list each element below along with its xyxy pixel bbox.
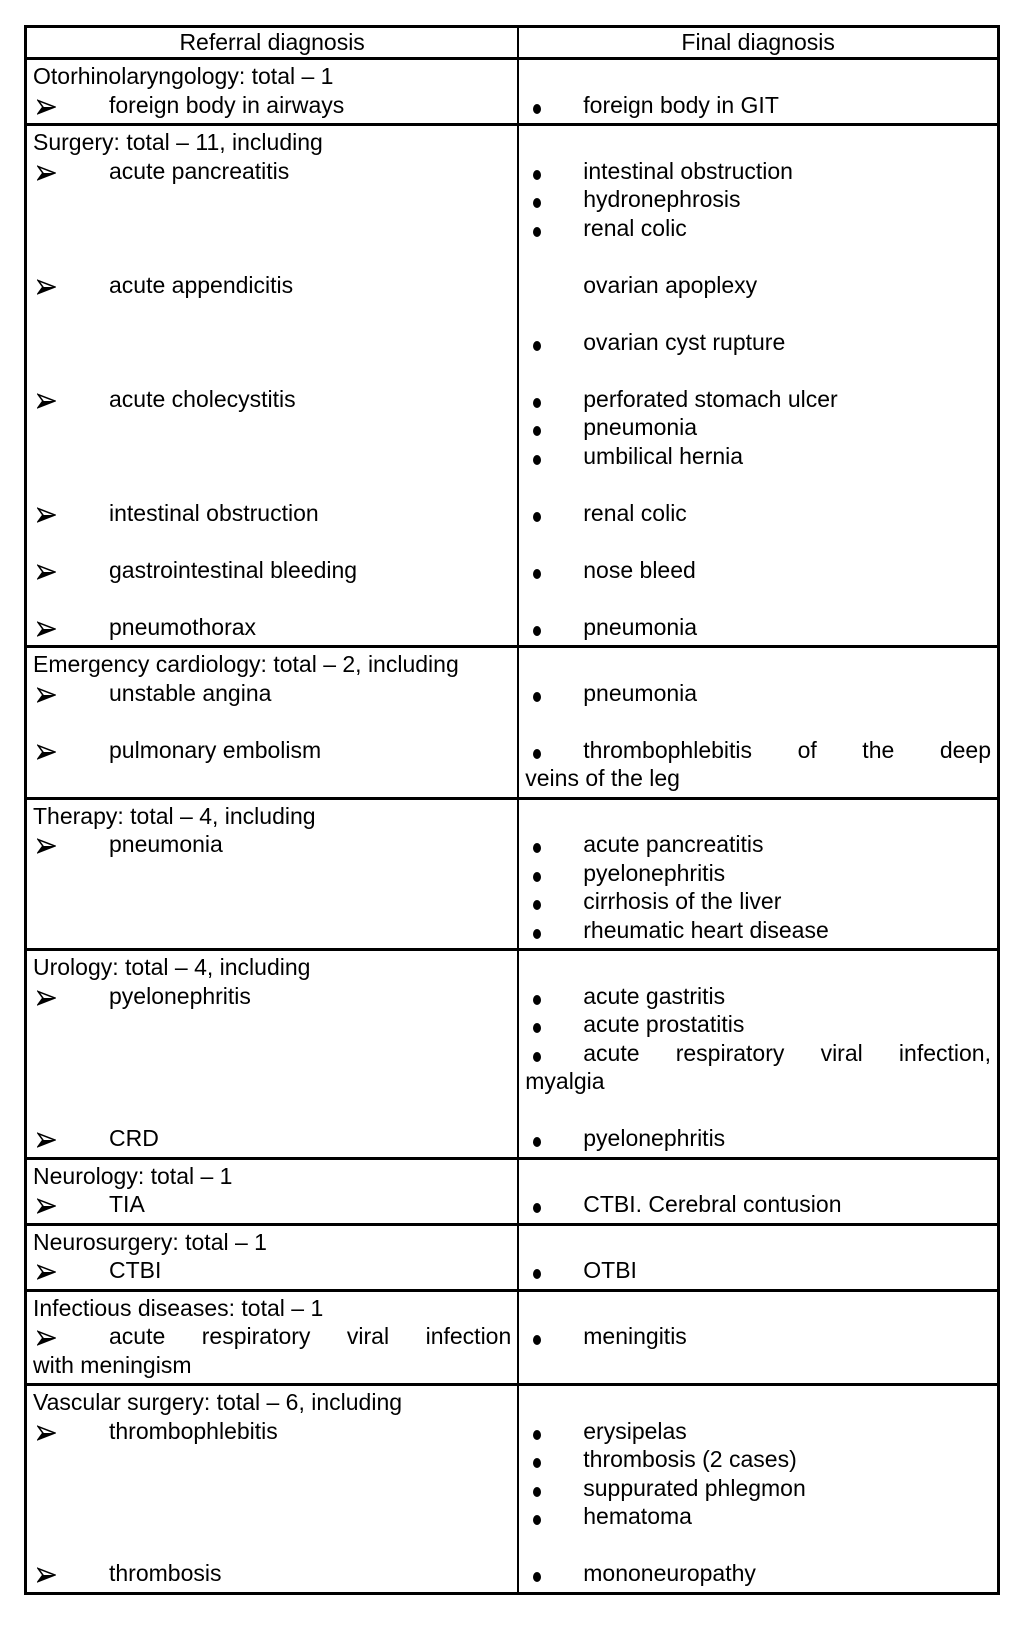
blank-line	[33, 1067, 511, 1096]
bullet-dot-icon	[525, 499, 583, 528]
final-diagnosis: renal colic	[583, 214, 687, 241]
blank-line	[33, 185, 511, 214]
blank-line	[525, 1294, 991, 1323]
arrowhead-right-icon	[33, 271, 109, 300]
bullet-dot-icon	[525, 157, 583, 186]
referral-diagnosis: pyelonephritis	[109, 982, 251, 1009]
referral-diagnosis: TIA	[109, 1191, 145, 1217]
dot-glyph	[533, 170, 541, 180]
final-cell	[519, 60, 997, 123]
final-cell	[519, 648, 997, 797]
referral-diagnosis: with meningism	[33, 1351, 192, 1378]
final-diagnosis: cirrhosis of the liver	[583, 888, 782, 914]
dot-glyph	[533, 227, 541, 237]
table-line	[525, 764, 991, 793]
dot-glyph	[533, 1515, 541, 1525]
table-line	[33, 1294, 511, 1323]
table-line	[525, 185, 991, 214]
table-line	[33, 128, 511, 157]
final-diagnosis: CTBI. Cerebral contusion	[583, 1191, 842, 1217]
bullet-dot-icon	[525, 859, 583, 888]
referral-diagnosis: gastrointestinal bleeding	[109, 556, 358, 583]
final-diagnosis: OTBI	[583, 1257, 637, 1283]
table-body	[27, 57, 997, 1592]
table-line	[525, 1039, 991, 1068]
dot-glyph	[533, 626, 541, 636]
table-row	[27, 645, 997, 797]
referral-diagnosis: thrombosis	[109, 1560, 222, 1586]
table-line	[33, 1190, 511, 1219]
final-diagnosis: pyelonephritis	[583, 859, 726, 886]
bullet-dot-icon	[525, 185, 583, 214]
table-row	[27, 797, 997, 949]
referral-diagnosis: pneumothorax	[109, 613, 257, 640]
column-header-referral: Referral diagnosis	[27, 28, 519, 57]
table-row	[27, 948, 997, 1157]
referral-cell	[27, 126, 519, 645]
referral-diagnosis: acute pancreatitis	[109, 157, 290, 184]
diagnosis-table	[24, 25, 1000, 1595]
dot-glyph	[533, 426, 541, 436]
final-diagnosis: veins of the leg	[525, 765, 680, 791]
final-diagnosis: ovarian apoplexy	[583, 271, 758, 298]
arrowhead-right-icon	[33, 736, 109, 765]
department-heading: Urology: total – 4, including	[33, 954, 311, 980]
referral-cell	[27, 951, 519, 1157]
table-line	[33, 271, 511, 300]
table-line	[525, 916, 991, 945]
final-cell	[519, 1386, 997, 1592]
final-diagnosis: erysipelas	[583, 1417, 687, 1444]
dot-glyph	[533, 843, 541, 853]
dot-glyph	[533, 1269, 541, 1279]
dot-glyph	[533, 1023, 541, 1033]
arrowhead-right-icon	[33, 385, 109, 414]
bullet-dot-icon	[525, 887, 583, 916]
table-line	[525, 1010, 991, 1039]
blank-line	[33, 1096, 511, 1125]
blank-line	[525, 242, 991, 271]
department-heading: Vascular surgery: total – 6, including	[33, 1389, 403, 1415]
blank-line	[525, 650, 991, 679]
bullet-dot-icon	[525, 830, 583, 859]
department-heading: Neurosurgery: total – 1	[33, 1228, 267, 1255]
blank-line	[525, 707, 991, 736]
final-diagnosis: pyelonephritis	[583, 1125, 726, 1151]
blank-line	[525, 1228, 991, 1257]
referral-diagnosis: foreign body in airways	[109, 91, 345, 118]
blank-line	[33, 1531, 511, 1560]
final-cell	[519, 126, 997, 645]
referral-cell	[27, 1160, 519, 1223]
referral-diagnosis: CTBI	[109, 1257, 162, 1283]
bullet-dot-icon	[525, 413, 583, 442]
referral-cell	[27, 60, 519, 123]
table-line	[33, 1162, 511, 1191]
bullet-dot-icon	[525, 1502, 583, 1531]
table-row	[27, 1383, 997, 1592]
table-line	[525, 613, 991, 642]
table-line	[525, 1502, 991, 1531]
final-diagnosis: mononeuropathy	[583, 1560, 756, 1586]
arrowhead-right-icon	[33, 1256, 109, 1285]
bullet-dot-icon	[525, 613, 583, 642]
bullet-dot-icon	[525, 1417, 583, 1446]
final-diagnosis: hydronephrosis	[583, 186, 741, 212]
table-line	[525, 1256, 991, 1285]
table-line	[525, 328, 991, 357]
blank-line	[525, 356, 991, 385]
arrowhead-right-icon	[33, 91, 109, 120]
final-diagnosis: acute gastritis	[583, 982, 726, 1009]
blank-line	[525, 1388, 991, 1417]
final-diagnosis: renal colic	[583, 499, 687, 526]
table-line	[33, 62, 511, 91]
bullet-dot-icon	[525, 91, 583, 120]
final-cell	[519, 800, 997, 949]
arrowhead-right-icon	[33, 613, 109, 642]
table-line	[525, 859, 991, 888]
table-line	[525, 1322, 991, 1351]
table-line	[33, 650, 511, 679]
blank-line	[33, 328, 511, 357]
referral-cell	[27, 648, 519, 797]
dot-glyph	[533, 569, 541, 579]
final-diagnosis: nose bleed	[583, 556, 696, 583]
bullet-dot-icon	[525, 1322, 583, 1351]
bullet-dot-icon	[525, 1190, 583, 1219]
table-line	[33, 499, 511, 528]
department-heading: Infectious diseases: total – 1	[33, 1294, 324, 1321]
table-line	[525, 1445, 991, 1474]
referral-cell	[27, 1226, 519, 1289]
table-line	[525, 679, 991, 708]
blank-line	[525, 470, 991, 499]
arrowhead-right-icon	[33, 157, 109, 186]
referral-diagnosis: acute appendicitis	[109, 271, 294, 298]
dot-glyph	[533, 1487, 541, 1497]
table-row	[27, 1157, 997, 1223]
table-line	[525, 1559, 991, 1588]
bullet-dot-icon	[525, 214, 583, 243]
bullet-dot-icon	[525, 982, 583, 1011]
blank-line	[525, 62, 991, 91]
bullet-dot-icon	[525, 1010, 583, 1039]
table-line	[33, 736, 511, 765]
final-diagnosis: ovarian cyst rupture	[583, 328, 786, 355]
table-row	[27, 1289, 997, 1384]
arrowhead-right-icon	[33, 830, 109, 859]
table-line	[33, 1388, 511, 1417]
blank-line	[33, 1039, 511, 1068]
dot-glyph	[533, 1430, 541, 1440]
dot-glyph	[533, 749, 541, 759]
table-line	[33, 1228, 511, 1257]
table-row	[27, 1223, 997, 1289]
table-line	[33, 1417, 511, 1446]
final-diagnosis: hematoma	[583, 1503, 692, 1529]
blank-line	[33, 584, 511, 613]
table-line	[33, 157, 511, 186]
final-diagnosis: foreign body in GIT	[583, 91, 779, 118]
table-line	[33, 91, 511, 120]
referral-diagnosis: acute respiratory viral infection	[109, 1323, 512, 1349]
blank-line	[33, 1445, 511, 1474]
blank-line	[33, 442, 511, 471]
dot-glyph	[533, 512, 541, 522]
referral-diagnosis: thrombophlebitis	[109, 1417, 278, 1444]
final-diagnosis: acute respiratory viral infection,	[583, 1039, 991, 1066]
table-line	[33, 556, 511, 585]
final-diagnosis: pneumonia	[583, 414, 698, 440]
blank-line	[525, 299, 991, 328]
dot-glyph	[533, 1137, 541, 1147]
bullet-dot-icon	[525, 1256, 583, 1285]
referral-diagnosis: CRD	[109, 1125, 159, 1151]
table-line	[33, 953, 511, 982]
final-diagnosis: thrombophlebitis of the deep	[583, 736, 991, 763]
blank-line	[33, 1502, 511, 1531]
blank-line	[33, 1474, 511, 1503]
arrowhead-right-icon	[33, 1322, 109, 1351]
blank-line	[525, 584, 991, 613]
referral-diagnosis: pneumonia	[109, 831, 223, 857]
bullet-dot-icon	[525, 679, 583, 708]
referral-diagnosis: intestinal obstruction	[109, 499, 319, 526]
table-line	[525, 385, 991, 414]
bullet-dot-icon	[525, 442, 583, 471]
table-line	[33, 1322, 511, 1351]
table-line	[525, 830, 991, 859]
table-row	[27, 57, 997, 123]
final-diagnosis: acute pancreatitis	[583, 831, 764, 857]
column-header-final: Final diagnosis	[681, 29, 835, 55]
final-diagnosis: rheumatic heart disease	[583, 916, 829, 943]
table-line	[525, 1474, 991, 1503]
table-line	[33, 1256, 511, 1285]
arrowhead-right-icon	[33, 1124, 109, 1153]
referral-cell	[27, 800, 519, 949]
dot-glyph	[533, 1203, 541, 1213]
table-line	[33, 385, 511, 414]
final-cell	[519, 1226, 997, 1289]
referral-cell	[27, 1386, 519, 1592]
blank-line	[33, 413, 511, 442]
dot-glyph	[533, 398, 541, 408]
final-diagnosis: meningitis	[583, 1323, 687, 1349]
table-line	[525, 91, 991, 120]
referral-diagnosis: acute cholecystitis	[109, 385, 296, 412]
blank-line	[525, 1096, 991, 1125]
bullet-dot-icon	[525, 1445, 583, 1474]
bullet-dot-icon	[525, 736, 583, 765]
department-heading: Emergency cardiology: total – 2, including	[33, 651, 459, 677]
final-diagnosis: perforated stomach ulcer	[583, 385, 838, 412]
table-line	[525, 214, 991, 243]
final-diagnosis: intestinal obstruction	[583, 157, 793, 184]
arrowhead-right-icon	[33, 1417, 109, 1446]
referral-diagnosis: unstable angina	[109, 679, 272, 706]
blank-line	[525, 802, 991, 831]
table-line	[525, 1067, 991, 1096]
table-line	[525, 1190, 991, 1219]
dot-glyph	[533, 198, 541, 208]
final-diagnosis: pneumonia	[583, 613, 698, 640]
table-line	[33, 1559, 511, 1588]
referral-diagnosis: pulmonary embolism	[109, 736, 322, 763]
table-line	[525, 499, 991, 528]
blank-line	[33, 470, 511, 499]
dot-glyph	[533, 692, 541, 702]
final-cell	[519, 951, 997, 1157]
blank-line	[525, 128, 991, 157]
blank-line	[525, 527, 991, 556]
blank-line	[33, 299, 511, 328]
final-diagnosis: umbilical hernia	[583, 442, 744, 469]
final-diagnosis: myalgia	[525, 1068, 605, 1094]
bullet-dot-icon	[525, 328, 583, 357]
department-heading: Neurology: total – 1	[33, 1162, 233, 1189]
table-line	[33, 802, 511, 831]
table-line	[525, 736, 991, 765]
final-diagnosis: pneumonia	[583, 679, 698, 706]
blank-line	[33, 707, 511, 736]
blank-line	[525, 1162, 991, 1191]
table-row	[27, 123, 997, 645]
dot-glyph	[533, 1052, 541, 1062]
final-cell	[519, 1292, 997, 1384]
table-line	[525, 982, 991, 1011]
blank-line	[33, 242, 511, 271]
final-diagnosis: acute prostatitis	[583, 1011, 745, 1037]
dot-glyph	[533, 341, 541, 351]
department-heading: Surgery: total – 11, including	[33, 129, 323, 155]
dot-glyph	[533, 1572, 541, 1582]
bullet-dot-icon	[525, 1474, 583, 1503]
bullet-dot-icon	[525, 385, 583, 414]
table-header-row	[27, 28, 997, 57]
bullet-dot-icon	[525, 1124, 583, 1153]
dot-glyph	[533, 900, 541, 910]
dot-glyph	[533, 995, 541, 1005]
department-heading: Therapy: total – 4, including	[33, 802, 316, 829]
table-line	[525, 1124, 991, 1153]
department-heading: Otorhinolaryngology: total – 1	[33, 63, 334, 89]
table-line	[33, 1351, 511, 1380]
bullet-dot-icon	[525, 556, 583, 585]
dot-glyph	[533, 455, 541, 465]
arrowhead-right-icon	[33, 679, 109, 708]
table-line	[33, 830, 511, 859]
table-line	[525, 271, 991, 300]
dot-glyph	[533, 104, 541, 114]
final-diagnosis: thrombosis (2 cases)	[583, 1446, 797, 1472]
blank-line	[33, 214, 511, 243]
blank-line	[33, 356, 511, 385]
arrowhead-right-icon	[33, 982, 109, 1011]
final-diagnosis: suppurated phlegmon	[583, 1474, 806, 1501]
table-line	[33, 613, 511, 642]
blank-line	[33, 1010, 511, 1039]
table-line	[525, 442, 991, 471]
dot-glyph	[533, 929, 541, 939]
dot-glyph	[533, 872, 541, 882]
table-line	[525, 413, 991, 442]
blank-line	[33, 527, 511, 556]
table-line	[33, 1124, 511, 1153]
table-line	[525, 887, 991, 916]
table-line	[33, 679, 511, 708]
bullet-dot-icon	[525, 1039, 583, 1068]
arrowhead-right-icon	[33, 556, 109, 585]
final-cell	[519, 1160, 997, 1223]
table-line	[525, 157, 991, 186]
arrowhead-right-icon	[33, 1559, 109, 1588]
table-line	[33, 982, 511, 1011]
blank-line	[525, 953, 991, 982]
arrowhead-right-icon	[33, 1190, 109, 1219]
bullet-dot-icon	[525, 1559, 583, 1588]
arrowhead-right-icon	[33, 499, 109, 528]
referral-cell	[27, 1292, 519, 1384]
bullet-dot-icon	[525, 916, 583, 945]
dot-glyph	[533, 1458, 541, 1468]
table-line	[525, 1417, 991, 1446]
blank-line	[525, 1531, 991, 1560]
dot-glyph	[533, 1335, 541, 1345]
table-line	[525, 556, 991, 585]
